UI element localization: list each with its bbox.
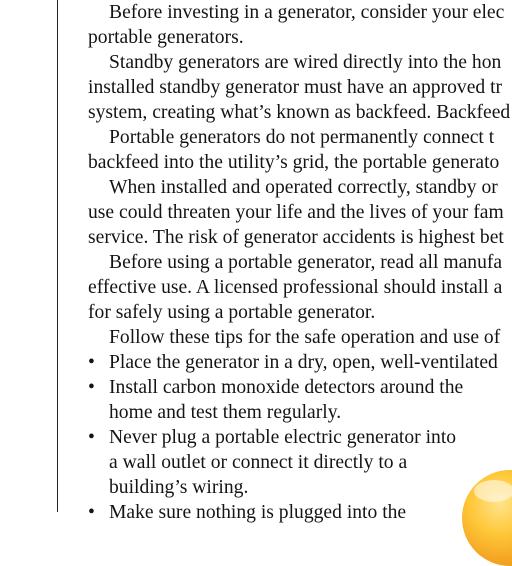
- bullet-marker: •: [88, 427, 95, 448]
- orb-highlight: [474, 480, 512, 502]
- bullet-marker: •: [88, 502, 95, 523]
- bullet-marker: •: [88, 377, 95, 398]
- paragraph-line: Before investing in a generator, consider your elec: [109, 2, 505, 23]
- bullet-line: a wall outlet or connect it directly to a: [109, 452, 408, 473]
- paragraph-line: portable generators.: [88, 27, 244, 48]
- bullet-line: Install carbon monoxide detectors around the: [109, 377, 464, 398]
- paragraph-line: installed standby generator must have an approved tr: [88, 77, 503, 98]
- paragraph-line: use could threaten your life and the lives of your fam: [88, 202, 504, 223]
- paragraph-line: Standby generators are wired directly into the hon: [109, 52, 502, 73]
- paragraph-line: system, creating what’s known as backfeed. Backfeed: [88, 102, 511, 123]
- paragraph-line: for safely using a portable generator.: [88, 302, 376, 323]
- bullet-line: Place the generator in a dry, open, well-ventilated: [109, 352, 498, 373]
- paragraph-line: When installed and operated correctly, standby or: [109, 177, 498, 198]
- decorative-orb-icon: [462, 470, 512, 566]
- bullet-line: home and test them regularly.: [109, 402, 342, 423]
- paragraph-line: Portable generators do not permanently connect t: [109, 127, 495, 148]
- bullet-marker: •: [88, 352, 95, 373]
- bullet-line: Never plug a portable electric generator into: [109, 427, 457, 448]
- paragraph-line: service. The risk of generator accidents is highest bet: [88, 227, 504, 248]
- paragraph-line: backfeed into the utility’s grid, the portable generato: [88, 152, 500, 173]
- bullet-line: building’s wiring.: [109, 477, 249, 498]
- margin-rule: [57, 0, 58, 512]
- bullet-line: Make sure nothing is plugged into the: [109, 502, 407, 523]
- paragraph-line: Before using a portable generator, read all manufa: [109, 252, 503, 273]
- paragraph-line: Follow these tips for the safe operation and use of: [109, 327, 501, 348]
- paragraph-line: effective use. A licensed professional should install a: [88, 277, 503, 298]
